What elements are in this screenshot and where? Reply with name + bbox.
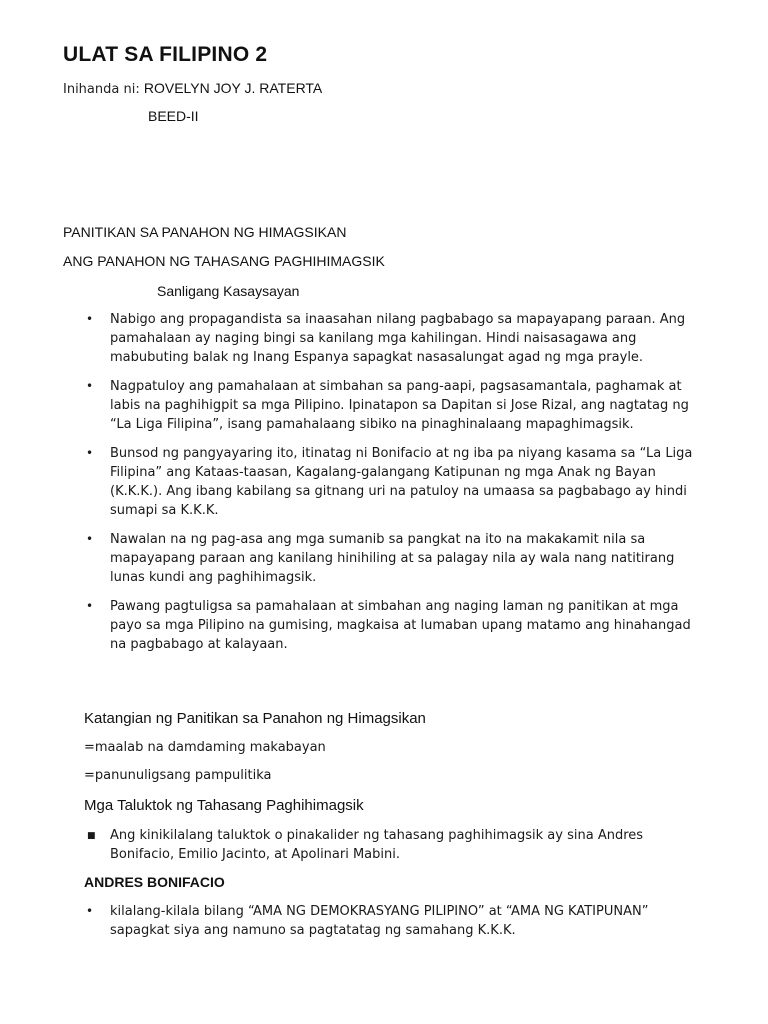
list-item: • Nawalan na ng pag-asa ang mga sumanib sa pangkat na ito na makakamit nila sa mapayapang paraan ang kanilang hinihiling at sa palagay nila ay wala nang natitirang lunas kundi ang paghihimagsik. xyxy=(86,532,675,585)
list-item: • Nagpatuloy ang pamahalaan at simbahan sa pang-aapi, pagsasamantala, paghamak at labis na paghihigpit sa mga Pilipino. Ipinatapon sa Dapitan si Jose Rizal, ang nagtatag ng “La Liga Filipina”, isang pamahalaang sibiko na pinaghinalaang mapaghimagsik. xyxy=(86,379,689,432)
bullet-icon: • xyxy=(86,379,94,393)
section-andres: ANDRES BONIFACIO xyxy=(84,874,225,890)
bullet-icon: • xyxy=(86,599,94,613)
list-item: • Nabigo ang propagandista sa inaasahan nilang pagbabago sa mapayapang paraan. Ang pamahalaan ay naging bingi sa kanilang mga kahilingan. Hindi naisasagawa ang mabubuting balak ng Inang Espanya sapagkat nasasalungat agad ng mga prayle. xyxy=(86,312,686,365)
bullet-icon: • xyxy=(86,904,94,918)
bullets-taluktok xyxy=(84,826,704,864)
heading-panitikan: PANITIKAN SA PANAHON NG HIMAGSIKAN xyxy=(63,224,347,240)
katangian-item-1: =maalab na damdaming makabayan xyxy=(84,740,326,755)
prepared-by xyxy=(63,80,322,97)
list-item: • kilalang-kilala bilang “AMA NG DEMOKRASYANG PILIPINO” at “AMA NG KATIPUNAN” sapagkat siya ang namuno sa pagtatatag ng samahang K.K.K. xyxy=(86,904,649,938)
square-bullet-icon: ■ xyxy=(87,831,96,841)
list-item: • Pawang pagtuligsa sa pamahalaan at simbahan ang naging laman ng panitikan at mga payo sa mga Pilipino na gumising, magkaisa at lumaban upang matamo ang hinahangad na pagbabago at kalayaan. xyxy=(86,599,691,652)
katangian-item-2: =panunuligsang pampulitika xyxy=(84,768,272,783)
bullet-icon: • xyxy=(86,312,94,326)
bullets-andres xyxy=(84,902,704,940)
bullets-kasaysayan xyxy=(84,310,704,654)
author-name: ROVELYN JOY J. RATERTA xyxy=(143,80,323,96)
course: BEED-II xyxy=(148,108,199,124)
section-katangian: Katangian ng Panitikan sa Panahon ng Himagsikan xyxy=(84,710,426,727)
heading-panahon: ANG PANAHON NG TAHASANG PAGHIHIMAGSIK xyxy=(63,253,385,269)
bullet-icon: • xyxy=(86,532,94,546)
prepared-label: Inihanda ni: xyxy=(63,82,140,97)
list-item: • Bunsod ng pangyayaring ito, itinatag ni Bonifacio at ng iba pa niyang kasama sa “La Liga Filipina” ang Kataas-taasan, Kagalang-galangang Katipunan ng mga Anak ng Bayan (K.K.K.). Ang ibang kabilang sa gitnang uri na patuloy na umaasa sa pagbabago ay hindi sumapi sa K.K.K. xyxy=(86,446,693,518)
list-item: ■ Ang kinikilalang taluktok o pinakalider ng tahasang paghihimagsik ay sina Andres Bonifacio, Emilio Jacinto, at Apolinari Mabini. xyxy=(87,828,644,862)
document-title: ULAT SA FILIPINO 2 xyxy=(63,43,268,66)
bullet-icon: • xyxy=(86,446,94,460)
subheading-sanligang: Sanligang Kasaysayan xyxy=(157,283,300,299)
section-taluktok: Mga Taluktok ng Tahasang Paghihimagsik xyxy=(84,797,364,814)
